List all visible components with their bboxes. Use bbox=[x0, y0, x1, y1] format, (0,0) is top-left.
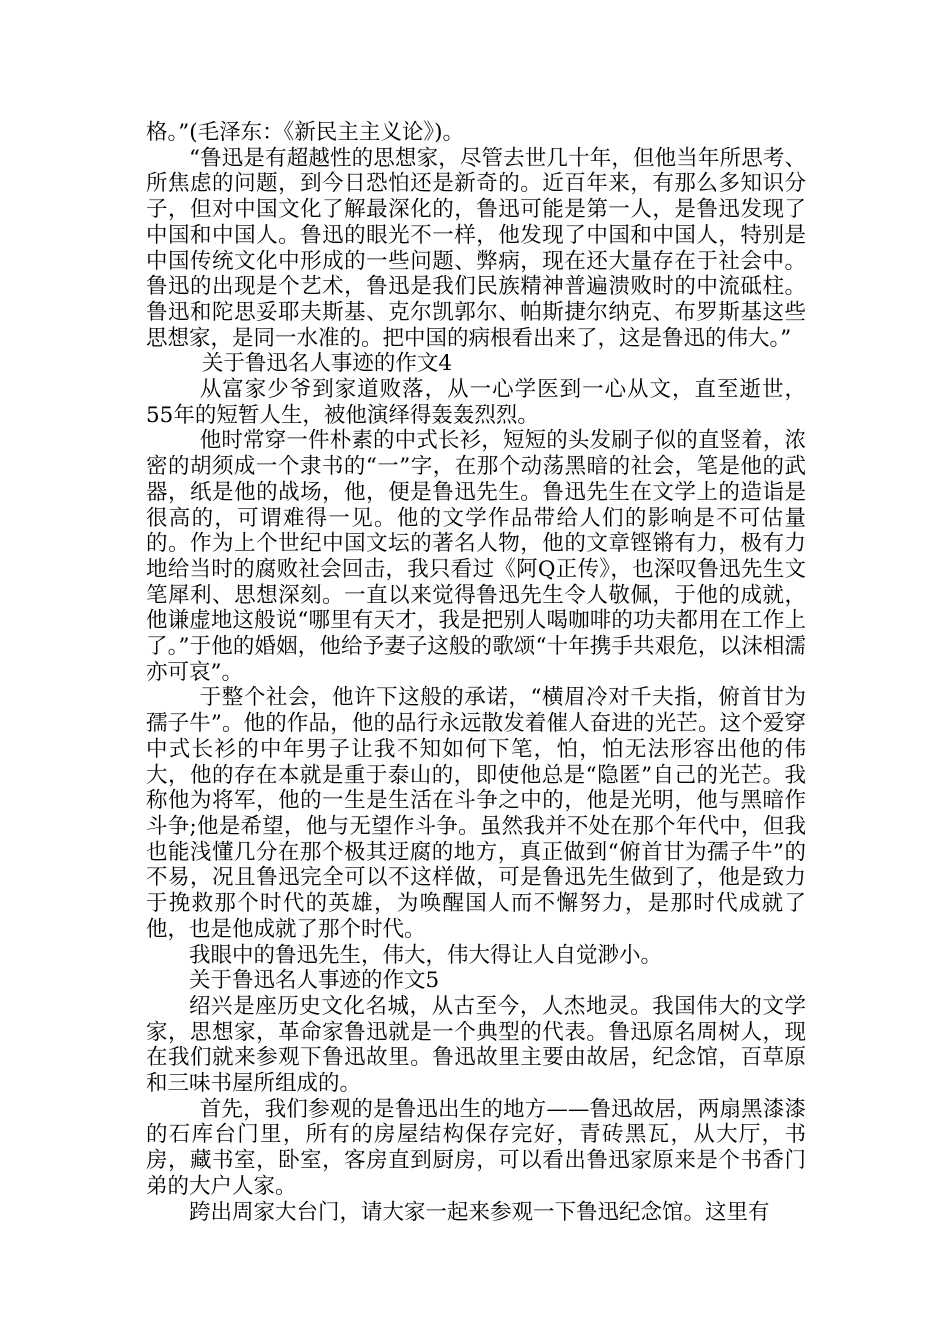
section-heading-4: 关于鲁迅名人事迹的作文4 bbox=[201, 351, 453, 377]
paragraph: 首先，我们参观的是鲁迅出生的地方——鲁迅故居，两扇黑漆漆的石库台门里，所有的房屋结构保存完好，青砖黑瓦，从大厅，书房，藏书室，卧室，客房直到厨房，可以看出鲁迅家原来是个书香门弟的大户人家。 bbox=[146, 1096, 806, 1199]
paragraph: 跨出周家大台门，请大家一起来参观一下鲁迅纪念馆。这里有 bbox=[189, 1199, 770, 1225]
paragraph-quote: “鲁迅是有超越性的思想家，尽管去世几十年，但他当年所思考、所焦虑的问题，到今日恐怕还是新奇的。近百年来，有那么多知识分子，但对中国文化了解最深化的，鲁迅可能是第一人，是鲁迅发现了中国和中国人。鲁迅的眼光不一样，他发现了中国和中国人，特别是中国传统文化中形成的一些问题、弊病，现在还大量存在于社会中。鲁迅的出现是个艺术，鲁迅是我们民族精神普遍溃败时的中流砥柱。鲁迅和陀思妥耶夫斯基、克尔凯郭尔、帕斯捷尔纳克、布罗斯基这些思想家，是同一水准的。把中国的病根看出来了，这是鲁迅的伟大。” bbox=[146, 145, 806, 351]
paragraph: 从富家少爷到家道败落，从一心学医到一心从文，直至逝世，55年的短暂人生，被他演绎得轰轰烈烈。 bbox=[146, 377, 806, 428]
paragraph: 于整个社会，他许下这般的承诺，“横眉冷对千夫指，俯首甘为孺子牛”。他的作品，他的品行永远散发着催人奋进的光芒。这个爱穿中式长衫的中年男子让我不知如何下笔，怕，怕无法形容出他的伟大，他的存在本就是重于泰山的，即使他总是“隐匿”自己的光芒。我称他为将军，他的一生是生活在斗争之中的，他是光明，他与黑暗作斗争;他是希望，他与无望作斗争。虽然我并不处在那个年代中，但我也能浅懂几分在那个极其迂腐的地方，真正做到“俯首甘为孺子牛”的不易，况且鲁迅完全可以不这样做，可是鲁迅先生做到了，他是致力于挽救那个时代的英雄，为唤醒国人而不懈努力，是那时代成就了他，也是他成就了那个时代。 bbox=[146, 685, 806, 942]
document-page bbox=[146, 120, 806, 1225]
paragraph: 绍兴是座历史文化名城，从古至今，人杰地灵。我国伟大的文学家，思想家，革命家鲁迅就是一个典型的代表。鲁迅原名周树人，现在我们就来参观下鲁迅故里。鲁迅故里主要由故居，纪念馆，百草原和三味书屋所组成的。 bbox=[146, 993, 806, 1097]
section-heading-5: 关于鲁迅名人事迹的作文5 bbox=[189, 968, 440, 994]
paragraph-continuation: 格。”(毛泽东：《新民主主义论》)。 bbox=[146, 120, 465, 145]
paragraph: 我眼中的鲁迅先生，伟大，伟大得让人自觉渺小。 bbox=[189, 942, 663, 968]
paragraph: 他时常穿一件朴素的中式长衫，短短的头发刷子似的直竖着，浓密的胡须成一个隶书的“一”字，在那个动荡黑暗的社会，笔是他的武器，纸是他的战场，他，便是鲁迅先生。鲁迅先生在文学上的造诣是很高的，可谓难得一见。他的文学作品带给人们的影响是不可估量的。作为上个世纪中国文坛的著名人物，他的文章铿锵有力，极有力地给当时的腐败社会回击，我只看过《阿Q正传》，也深叹鲁迅先生文笔犀利、思想深刻。一直以来觉得鲁迅先生令人敬佩，于他的成就，他谦虚地这般说“哪里有天才，我是把别人喝咖啡的功夫都用在工作上了。”于他的婚姻，他给予妻子这般的歌颂“十年携手共艰危，以沫相濡亦可哀”。 bbox=[146, 428, 806, 685]
